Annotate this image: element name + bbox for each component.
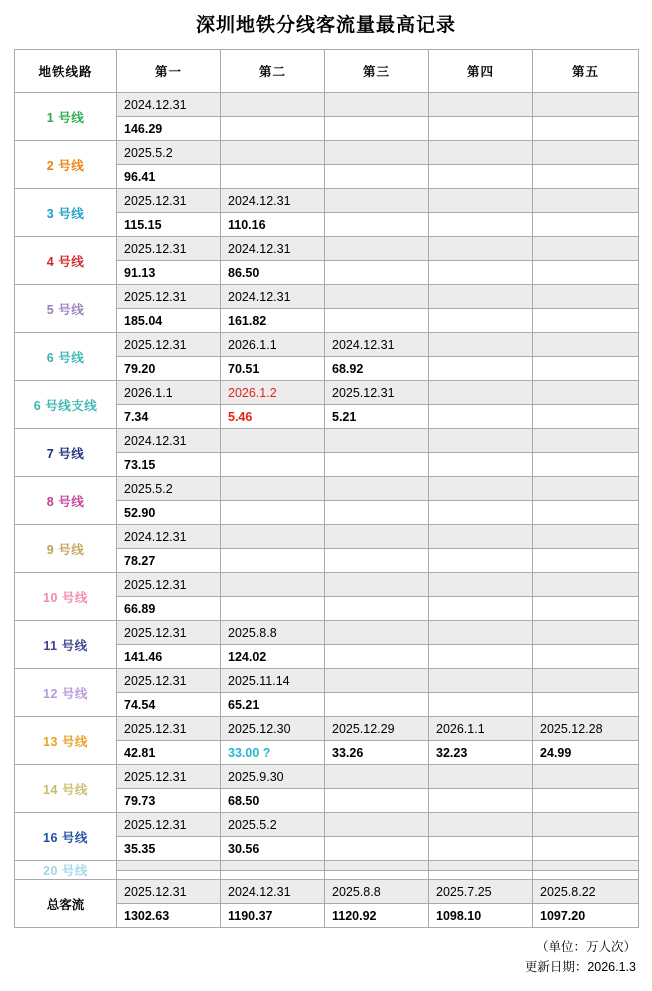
cell-value: 79.20	[117, 357, 221, 381]
row-label-line: 14 号线	[15, 765, 117, 813]
cell-empty	[429, 405, 533, 429]
cell-empty	[325, 525, 429, 549]
cell-empty	[429, 453, 533, 477]
cell-empty	[325, 501, 429, 525]
cell-value: 91.13	[117, 261, 221, 285]
cell-date: 2026.1.1	[429, 717, 533, 741]
cell-empty	[325, 549, 429, 573]
row-label-line: 4 号线	[15, 237, 117, 285]
table-row	[15, 429, 639, 453]
column-header-rank-1: 第一	[117, 50, 221, 93]
column-header-line: 地铁线路	[15, 50, 117, 93]
cell-empty	[533, 645, 639, 669]
page-title: 深圳地铁分线客流量最高记录	[195, 15, 456, 36]
cell-date: 2024.12.31	[325, 333, 429, 357]
table-row	[15, 861, 639, 871]
cell-empty	[429, 669, 533, 693]
table-row	[15, 669, 639, 693]
row-label-line: 11 号线	[15, 621, 117, 669]
table-row	[15, 880, 639, 904]
cell-date: 2025.12.31	[117, 765, 221, 789]
cell-value: 74.54	[117, 693, 221, 717]
cell-empty	[429, 837, 533, 861]
row-label-line: 8 号线	[15, 477, 117, 525]
cell-empty	[325, 477, 429, 501]
table-row	[15, 573, 639, 597]
cell-date: 2025.12.31	[117, 237, 221, 261]
cell-empty	[533, 501, 639, 525]
cell-empty	[117, 870, 221, 880]
cell-date: 2026.1.1	[117, 381, 221, 405]
cell-empty	[533, 525, 639, 549]
cell-empty	[533, 573, 639, 597]
cell-empty	[221, 573, 325, 597]
cell-value: 73.15	[117, 453, 221, 477]
cell-empty	[325, 789, 429, 813]
cell-value: 52.90	[117, 501, 221, 525]
cell-empty	[325, 309, 429, 333]
cell-date: 2025.9.30	[221, 765, 325, 789]
cell-empty	[533, 765, 639, 789]
cell-date: 2025.12.30	[221, 717, 325, 741]
cell-value: 1302.63	[117, 904, 221, 928]
cell-empty	[429, 501, 533, 525]
cell-date: 2024.12.31	[221, 880, 325, 904]
column-header-rank-5: 第五	[533, 50, 639, 93]
cell-empty	[429, 645, 533, 669]
cell-empty	[325, 141, 429, 165]
cell-empty	[429, 870, 533, 880]
cell-value: 79.73	[117, 789, 221, 813]
cell-empty	[221, 117, 325, 141]
cell-value: 1097.20	[533, 904, 639, 928]
table-row	[15, 765, 639, 789]
cell-empty	[429, 861, 533, 871]
cell-empty	[533, 93, 639, 117]
row-label-line: 5 号线	[15, 285, 117, 333]
cell-empty	[325, 621, 429, 645]
table-row	[15, 237, 639, 261]
row-label-line: 20 号线	[15, 861, 117, 880]
cell-date: 2025.12.31	[117, 285, 221, 309]
cell-empty	[429, 381, 533, 405]
cell-value: 35.35	[117, 837, 221, 861]
cell-empty	[325, 165, 429, 189]
cell-empty	[221, 429, 325, 453]
cell-value: 1120.92	[325, 904, 429, 928]
cell-empty	[533, 789, 639, 813]
cell-date: 2025.7.25	[429, 880, 533, 904]
cell-value: 30.56	[221, 837, 325, 861]
cell-date: 2025.12.29	[325, 717, 429, 741]
cell-value: 96.41	[117, 165, 221, 189]
row-label-line: 7 号线	[15, 429, 117, 477]
cell-empty	[429, 309, 533, 333]
cell-empty	[221, 93, 325, 117]
cell-value: 68.50	[221, 789, 325, 813]
cell-empty	[325, 870, 429, 880]
table-row	[15, 477, 639, 501]
cell-empty	[325, 693, 429, 717]
cell-date: 2025.12.31	[117, 573, 221, 597]
cell-empty	[429, 525, 533, 549]
cell-empty	[429, 285, 533, 309]
cell-empty	[533, 189, 639, 213]
cell-empty	[429, 141, 533, 165]
cell-date: 2025.8.22	[533, 880, 639, 904]
cell-date: 2024.12.31	[117, 93, 221, 117]
cell-date: 2024.12.31	[117, 429, 221, 453]
column-header-rank-4: 第四	[429, 50, 533, 93]
cell-date: 2025.8.8	[221, 621, 325, 645]
column-header-rank-3: 第三	[325, 50, 429, 93]
cell-value: 115.15	[117, 213, 221, 237]
cell-empty	[325, 837, 429, 861]
cell-value: 78.27	[117, 549, 221, 573]
cell-empty	[533, 669, 639, 693]
cell-empty	[533, 621, 639, 645]
cell-date: 2026.1.2	[221, 381, 325, 405]
row-label-line: 3 号线	[15, 189, 117, 237]
cell-empty	[533, 870, 639, 880]
cell-date: 2025.12.31	[117, 333, 221, 357]
cell-date: 2025.12.31	[117, 880, 221, 904]
cell-date: 2025.5.2	[221, 813, 325, 837]
cell-empty	[533, 405, 639, 429]
cell-value: 141.46	[117, 645, 221, 669]
cell-empty	[533, 261, 639, 285]
table-footer	[14, 928, 638, 977]
cell-value: 5.21	[325, 405, 429, 429]
cell-date: 2025.5.2	[117, 477, 221, 501]
row-label-line: 1 号线	[15, 93, 117, 141]
cell-empty	[325, 93, 429, 117]
cell-value: 5.46	[221, 405, 325, 429]
cell-empty	[221, 861, 325, 871]
cell-value: 42.81	[117, 741, 221, 765]
table-row	[15, 141, 639, 165]
update-date: 更新日期：2026.1.3	[524, 960, 636, 974]
table-header	[15, 50, 639, 93]
cell-empty	[429, 357, 533, 381]
unit-note: （单位：万人次）	[535, 940, 636, 954]
cell-empty	[221, 549, 325, 573]
cell-empty	[533, 597, 639, 621]
header-row	[15, 50, 639, 93]
cell-empty	[429, 429, 533, 453]
cell-empty	[429, 813, 533, 837]
cell-empty	[533, 837, 639, 861]
cell-value: 33.00 ?	[221, 741, 325, 765]
cell-empty	[533, 429, 639, 453]
cell-empty	[533, 309, 639, 333]
row-label-line: 16 号线	[15, 813, 117, 861]
row-label-line: 6 号线	[15, 333, 117, 381]
cell-empty	[221, 477, 325, 501]
cell-empty	[429, 117, 533, 141]
cell-date: 2024.12.31	[221, 237, 325, 261]
cell-empty	[429, 165, 533, 189]
row-label-line: 9 号线	[15, 525, 117, 573]
cell-value: 110.16	[221, 213, 325, 237]
cell-empty	[325, 429, 429, 453]
cell-empty	[325, 189, 429, 213]
table-row	[15, 285, 639, 309]
cell-empty	[429, 693, 533, 717]
cell-empty	[533, 285, 639, 309]
table-row	[15, 333, 639, 357]
cell-empty	[221, 525, 325, 549]
cell-value: 33.26	[325, 741, 429, 765]
cell-empty	[325, 597, 429, 621]
cell-date: 2024.12.31	[221, 189, 325, 213]
cell-date: 2025.11.14	[221, 669, 325, 693]
table-body	[15, 93, 639, 928]
cell-value: 70.51	[221, 357, 325, 381]
row-label-line: 13 号线	[15, 717, 117, 765]
cell-empty	[221, 141, 325, 165]
cell-date: 2024.12.31	[221, 285, 325, 309]
cell-empty	[533, 693, 639, 717]
cell-empty	[325, 453, 429, 477]
cell-date: 2026.1.1	[221, 333, 325, 357]
cell-empty	[533, 333, 639, 357]
cell-empty	[325, 861, 429, 871]
cell-date: 2025.12.28	[533, 717, 639, 741]
row-label-total: 总客流	[15, 880, 117, 928]
row-label-line: 2 号线	[15, 141, 117, 189]
cell-empty	[533, 357, 639, 381]
cell-empty	[325, 669, 429, 693]
table-row	[15, 717, 639, 741]
row-label-line: 10 号线	[15, 573, 117, 621]
cell-empty	[429, 237, 533, 261]
column-header-rank-2: 第二	[221, 50, 325, 93]
cell-empty	[533, 213, 639, 237]
cell-date: 2025.12.31	[325, 381, 429, 405]
table-row	[15, 189, 639, 213]
cell-date: 2025.5.2	[117, 141, 221, 165]
cell-empty	[221, 501, 325, 525]
cell-empty	[429, 549, 533, 573]
cell-empty	[533, 117, 639, 141]
cell-value: 7.34	[117, 405, 221, 429]
cell-empty	[221, 453, 325, 477]
cell-empty	[429, 261, 533, 285]
cell-date: 2025.12.31	[117, 669, 221, 693]
cell-value: 66.89	[117, 597, 221, 621]
table-row	[15, 93, 639, 117]
cell-empty	[325, 213, 429, 237]
cell-empty	[429, 189, 533, 213]
cell-empty	[533, 381, 639, 405]
table-row	[15, 621, 639, 645]
cell-value: 161.82	[221, 309, 325, 333]
cell-empty	[429, 213, 533, 237]
cell-empty	[533, 813, 639, 837]
cell-empty	[533, 549, 639, 573]
cell-empty	[325, 117, 429, 141]
table-row	[15, 813, 639, 837]
table-row	[15, 381, 639, 405]
cell-value: 65.21	[221, 693, 325, 717]
cell-empty	[533, 165, 639, 189]
cell-empty	[325, 573, 429, 597]
cell-value: 185.04	[117, 309, 221, 333]
cell-value: 124.02	[221, 645, 325, 669]
cell-value: 86.50	[221, 261, 325, 285]
cell-date: 2025.12.31	[117, 621, 221, 645]
cell-empty	[429, 477, 533, 501]
cell-date: 2025.12.31	[117, 189, 221, 213]
cell-value: 1190.37	[221, 904, 325, 928]
cell-empty	[325, 261, 429, 285]
cell-date: 2025.12.31	[117, 717, 221, 741]
metro-records-table	[14, 49, 639, 928]
cell-empty	[533, 237, 639, 261]
cell-value: 146.29	[117, 117, 221, 141]
cell-empty	[533, 477, 639, 501]
row-label-line: 6 号线支线	[15, 381, 117, 429]
cell-empty	[325, 813, 429, 837]
table-row	[15, 525, 639, 549]
cell-empty	[533, 141, 639, 165]
cell-empty	[429, 333, 533, 357]
row-label-line: 12 号线	[15, 669, 117, 717]
cell-empty	[429, 573, 533, 597]
cell-empty	[429, 93, 533, 117]
cell-value: 32.23	[429, 741, 533, 765]
cell-empty	[117, 861, 221, 871]
cell-empty	[429, 597, 533, 621]
cell-value: 24.99	[533, 741, 639, 765]
cell-empty	[429, 765, 533, 789]
cell-empty	[325, 285, 429, 309]
cell-empty	[221, 597, 325, 621]
cell-date: 2025.8.8	[325, 880, 429, 904]
cell-value: 68.92	[325, 357, 429, 381]
cell-empty	[221, 165, 325, 189]
cell-empty	[325, 645, 429, 669]
cell-empty	[325, 765, 429, 789]
cell-date: 2025.12.31	[117, 813, 221, 837]
cell-value: 1098.10	[429, 904, 533, 928]
cell-empty	[325, 237, 429, 261]
cell-empty	[429, 789, 533, 813]
cell-empty	[429, 621, 533, 645]
cell-empty	[221, 870, 325, 880]
cell-empty	[533, 453, 639, 477]
cell-empty	[533, 861, 639, 871]
cell-date: 2024.12.31	[117, 525, 221, 549]
